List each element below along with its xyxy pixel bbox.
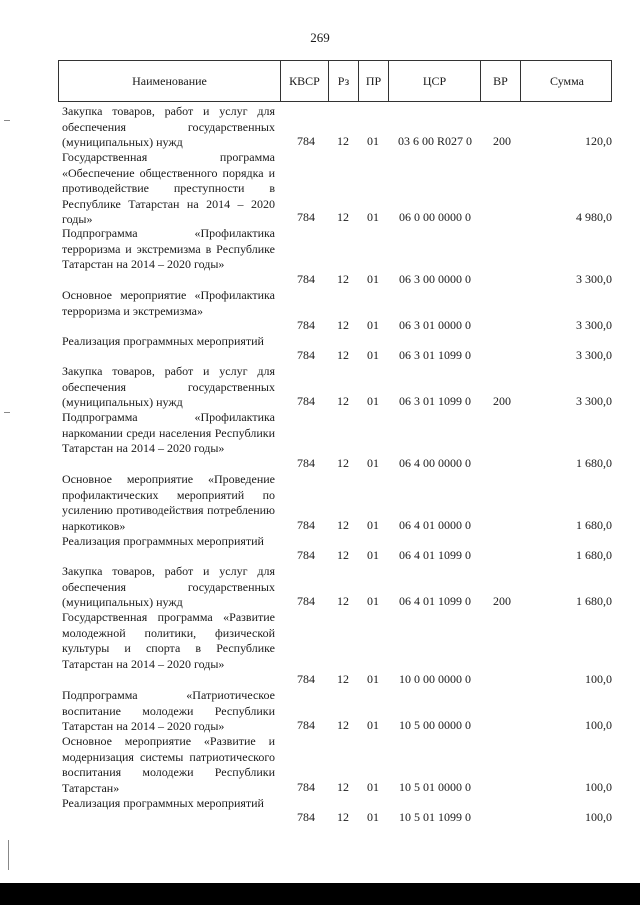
row-sum: 100,0	[585, 717, 612, 732]
row-sum: 3 300,0	[576, 317, 612, 332]
row-kvsr: 784	[297, 317, 315, 332]
row-sum: 100,0	[585, 809, 612, 824]
row-pr: 01	[367, 271, 379, 286]
row-kvsr: 784	[297, 671, 315, 686]
row-pr: 01	[367, 455, 379, 470]
row-sum: 120,0	[585, 133, 612, 148]
row-kvsr: 784	[297, 717, 315, 732]
row-csr: 06 4 01 1099 0	[399, 547, 471, 562]
table-row	[0, 472, 640, 534]
row-kvsr: 784	[297, 517, 315, 532]
table-row	[0, 104, 640, 150]
table-row	[0, 610, 640, 688]
table-row	[0, 688, 640, 734]
row-name: Подпрограмма «Профилактика терроризма и экстремизма в Республике Татарстан на 2014 – 2020 годы»	[62, 226, 275, 271]
scan-edge-line	[8, 840, 9, 870]
row-name: Подпрограмма «Патриотическое воспитание молодежи Республики Татарстан на 2014 – 2020 годы»	[62, 688, 275, 733]
row-pr: 01	[367, 347, 379, 362]
row-kvsr: 784	[297, 133, 315, 148]
row-kvsr: 784	[297, 209, 315, 224]
row-rz: 12	[337, 717, 349, 732]
row-name: Реализация программных мероприятий	[62, 796, 264, 810]
row-sum: 3 300,0	[576, 393, 612, 408]
table-row	[0, 288, 640, 334]
table-row	[0, 334, 640, 364]
row-rz: 12	[337, 347, 349, 362]
scan-border-bar	[0, 883, 640, 905]
row-pr: 01	[367, 133, 379, 148]
row-kvsr: 784	[297, 393, 315, 408]
row-kvsr: 784	[297, 809, 315, 824]
row-rz: 12	[337, 317, 349, 332]
row-sum: 1 680,0	[576, 593, 612, 608]
row-rz: 12	[337, 393, 349, 408]
header-csr: ЦСР	[389, 61, 481, 101]
row-rz: 12	[337, 133, 349, 148]
page-number: 269	[310, 30, 330, 45]
row-csr: 10 5 01 1099 0	[399, 809, 471, 824]
table-row	[0, 226, 640, 288]
row-rz: 12	[337, 517, 349, 532]
table-row	[0, 364, 640, 410]
table-row	[0, 564, 640, 610]
row-rz: 12	[337, 593, 349, 608]
row-csr: 06 3 01 1099 0	[399, 393, 471, 408]
row-sum: 100,0	[585, 779, 612, 794]
row-pr: 01	[367, 547, 379, 562]
row-kvsr: 784	[297, 347, 315, 362]
row-kvsr: 784	[297, 455, 315, 470]
row-csr: 06 4 01 0000 0	[399, 517, 471, 532]
row-csr: 06 4 01 1099 0	[399, 593, 471, 608]
row-sum: 1 680,0	[576, 517, 612, 532]
row-csr: 10 5 01 0000 0	[399, 779, 471, 794]
row-name: Государственная программа «Обеспечение общественного порядка и противодействие преступности в Республике Татарстан на 2014 – 2020 годы»	[62, 150, 275, 226]
row-pr: 01	[367, 517, 379, 532]
row-rz: 12	[337, 455, 349, 470]
row-pr: 01	[367, 809, 379, 824]
row-csr: 06 4 00 0000 0	[399, 455, 471, 470]
row-name: Закупка товаров, работ и услуг для обеспечения государственных (муниципальных) нужд	[62, 564, 275, 609]
row-pr: 01	[367, 393, 379, 408]
table-row	[0, 734, 640, 796]
row-csr: 03 6 00 R027 0	[397, 133, 472, 148]
row-sum: 1 680,0	[576, 547, 612, 562]
row-pr: 01	[367, 209, 379, 224]
row-csr: 06 3 00 0000 0	[399, 271, 471, 286]
row-name: Основное мероприятие «Развитие и модернизация системы патриотического воспитания молодежи Республики Татарстан»	[62, 734, 275, 795]
row-csr: 06 3 01 1099 0	[399, 347, 471, 362]
row-name: Закупка товаров, работ и услуг для обеспечения государственных (муниципальных) нужд	[62, 364, 275, 409]
row-pr: 01	[367, 593, 379, 608]
table-body	[0, 104, 640, 826]
row-sum: 3 300,0	[576, 347, 612, 362]
table-row	[0, 796, 640, 826]
row-name: Основное мероприятие «Профилактика терроризма и экстремизма»	[62, 288, 275, 318]
row-rz: 12	[337, 271, 349, 286]
row-name: Реализация программных мероприятий	[62, 334, 264, 348]
row-sum: 100,0	[585, 671, 612, 686]
row-csr: 10 0 00 0000 0	[399, 671, 471, 686]
row-csr: 10 5 00 0000 0	[399, 717, 471, 732]
row-rz: 12	[337, 547, 349, 562]
row-kvsr: 784	[297, 271, 315, 286]
row-sum: 3 300,0	[576, 271, 612, 286]
header-kvsr: КВСР	[281, 61, 329, 101]
table-row	[0, 150, 640, 226]
table-row	[0, 410, 640, 472]
header-vr: ВР	[481, 61, 521, 101]
header-sum: Сумма	[550, 74, 584, 88]
row-pr: 01	[367, 671, 379, 686]
row-kvsr: 784	[297, 593, 315, 608]
row-rz: 12	[337, 779, 349, 794]
row-name: Закупка товаров, работ и услуг для обеспечения государственных (муниципальных) нужд	[62, 104, 275, 149]
row-pr: 01	[367, 779, 379, 794]
row-vr: 200	[493, 133, 511, 148]
row-kvsr: 784	[297, 779, 315, 794]
row-csr: 06 0 00 0000 0	[399, 209, 471, 224]
row-kvsr: 784	[297, 547, 315, 562]
header-rz: Рз	[329, 61, 359, 101]
row-vr: 200	[493, 393, 511, 408]
row-rz: 12	[337, 671, 349, 686]
table-header	[58, 60, 612, 102]
row-sum: 4 980,0	[576, 209, 612, 224]
row-rz: 12	[337, 809, 349, 824]
row-sum: 1 680,0	[576, 455, 612, 470]
row-name: Основное мероприятие «Проведение профилактических мероприятий по усилению противодействия потреблению наркотиков»	[62, 472, 275, 533]
row-csr: 06 3 01 0000 0	[399, 317, 471, 332]
row-pr: 01	[367, 717, 379, 732]
scan-mark	[4, 120, 10, 121]
row-name: Государственная программа «Развитие молодежной политики, физической культуры и спорта в Республике Татарстан на 2014 – 2020 годы»	[62, 610, 275, 671]
header-name: Наименование	[59, 61, 281, 101]
row-name: Реализация программных мероприятий	[62, 534, 264, 548]
row-vr: 200	[493, 593, 511, 608]
row-pr: 01	[367, 317, 379, 332]
header-pr: ПР	[359, 61, 389, 101]
row-rz: 12	[337, 209, 349, 224]
row-name: Подпрограмма «Профилактика наркомании среди населения Республики Татарстан на 2014 – 2020 годы»	[62, 410, 275, 455]
table-row	[0, 534, 640, 564]
scan-mark	[4, 412, 10, 413]
